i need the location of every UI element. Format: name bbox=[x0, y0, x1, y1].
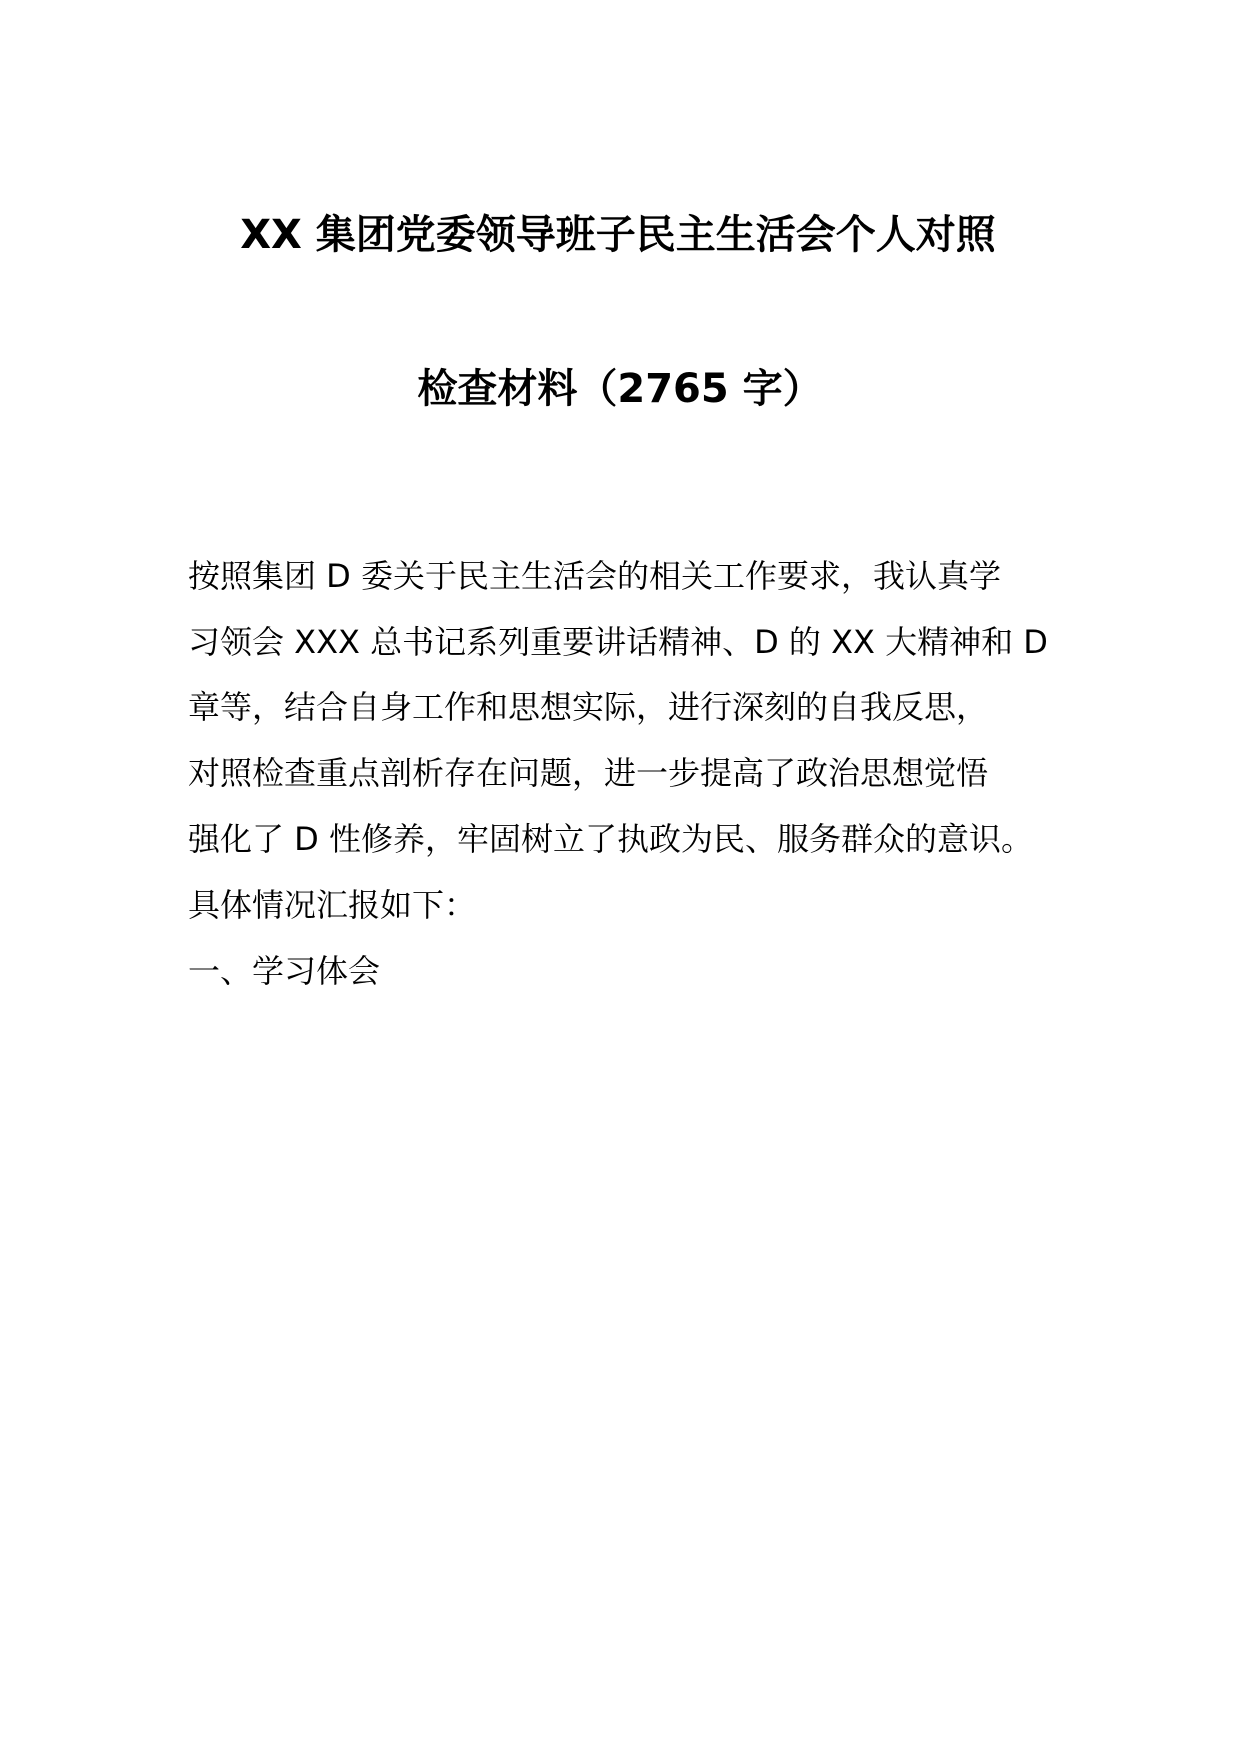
document-title-line-2: 检查材料（2765 字） bbox=[417, 366, 823, 412]
document-title-line-1: XX 集团党委领导班子民主生活会个人对照 bbox=[240, 212, 996, 258]
body-paragraph-line-4: 对照检查重点剖析存在问题，进一步提高了政治思想觉悟 bbox=[188, 754, 989, 792]
body-paragraph-line-6: 具体情况汇报如下： bbox=[188, 886, 477, 924]
body-paragraph-line-2: 习领会 XXX 总书记系列重要讲话精神、D 的 XX 大精神和 D bbox=[188, 623, 1048, 661]
body-paragraph-line-3: 章等，结合自身工作和思想实际，进行深刻的自我反思， bbox=[188, 688, 989, 726]
body-paragraph-line-5: 强化了 D 性修养，牢固树立了执政为民、服务群众的意识。 bbox=[188, 820, 1033, 858]
section-heading: 一、学习体会 bbox=[188, 952, 381, 990]
body-paragraph-line-1: 按照集团 D 委关于民主生活会的相关工作要求，我认真学 bbox=[188, 557, 1001, 595]
